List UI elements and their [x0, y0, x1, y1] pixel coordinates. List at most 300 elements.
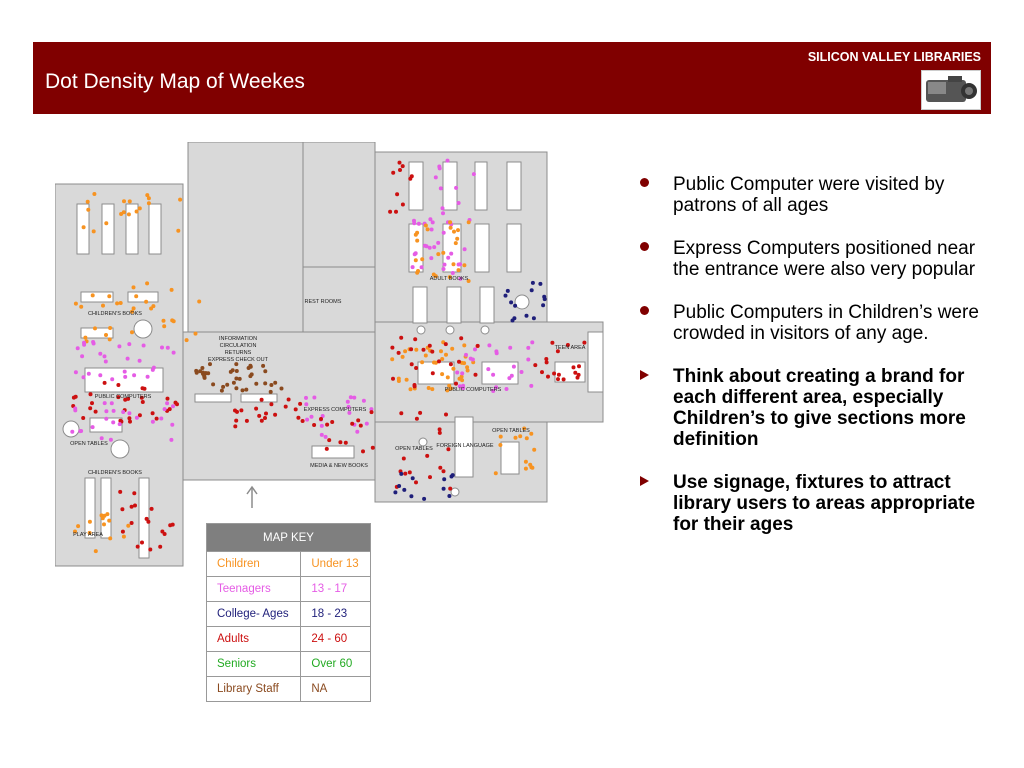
visitor-dot	[110, 401, 114, 405]
visitor-dot	[107, 294, 111, 298]
visitor-dot	[287, 398, 291, 402]
visitor-dot	[463, 247, 467, 251]
visitor-dot	[70, 430, 74, 434]
visitor-dot	[166, 346, 170, 350]
header-banner	[33, 42, 991, 114]
visitor-dot	[269, 383, 273, 387]
visitor-dot	[498, 443, 502, 447]
visitor-dot	[123, 370, 127, 374]
visitor-dot	[362, 399, 366, 403]
visitor-dot	[82, 343, 86, 347]
visitor-dot	[158, 545, 162, 549]
visitor-dot	[310, 415, 314, 419]
visitor-dot	[122, 199, 126, 203]
visitor-dot	[130, 521, 134, 525]
key-range: 18 - 23	[301, 602, 371, 627]
visitor-dot	[120, 507, 124, 511]
visitor-dot	[92, 229, 96, 233]
visitor-dot	[91, 293, 95, 297]
visitor-dot	[397, 379, 401, 383]
visitor-dot	[194, 332, 198, 336]
visitor-dot	[431, 371, 435, 375]
visitor-dot	[89, 392, 93, 396]
visitor-dot	[449, 226, 453, 230]
visitor-dot	[414, 480, 418, 484]
visitor-dot	[544, 357, 548, 361]
visitor-dot	[346, 400, 350, 404]
visitor-dot	[176, 229, 180, 233]
visitor-dot	[211, 382, 215, 386]
visitor-dot	[91, 340, 95, 344]
visitor-dot	[319, 417, 323, 421]
visitor-dot	[365, 422, 369, 426]
visitor-dot	[532, 316, 536, 320]
visitor-dot	[540, 370, 544, 374]
visitor-dot	[576, 376, 580, 380]
bullet-text: Use signage, fixtures to attract library users to areas appropriate for their ages	[673, 472, 976, 535]
visitor-dot	[112, 409, 116, 413]
visitor-dot	[401, 203, 405, 207]
visitor-dot	[526, 346, 530, 350]
visitor-dot	[76, 346, 80, 350]
visitor-dot	[390, 346, 394, 350]
visitor-dot	[72, 396, 76, 400]
visitor-dot	[513, 304, 517, 308]
visitor-dot	[356, 418, 360, 422]
visitor-dot	[449, 252, 453, 256]
visitor-dot	[264, 412, 268, 416]
visitor-dot	[430, 228, 434, 232]
bullet-text: Public Computer were visited by patrons of all ages	[673, 174, 945, 216]
visitor-dot	[409, 387, 413, 391]
visitor-dot	[117, 344, 121, 348]
visitor-dot	[145, 517, 149, 521]
visitor-dot	[409, 494, 413, 498]
visitor-dot	[86, 200, 90, 204]
visitor-dot	[428, 217, 432, 221]
label-teen-area: TEEN AREA	[554, 345, 586, 351]
visitor-dot	[82, 375, 86, 379]
label-info-1: INFORMATION	[218, 336, 258, 342]
visitor-dot	[491, 373, 495, 377]
visitor-dot	[81, 416, 85, 420]
visitor-dot	[447, 494, 451, 498]
visitor-dot	[436, 241, 440, 245]
visitor-dot	[330, 420, 334, 424]
visitor-dot	[408, 470, 412, 474]
visitor-dot	[371, 446, 375, 450]
map-key-row	[207, 677, 371, 702]
visitor-dot	[152, 366, 156, 370]
label-childrens-books-bottom: CHILDREN'S BOOKS	[88, 470, 142, 476]
visitor-dot	[135, 416, 139, 420]
visitor-dot	[474, 373, 478, 377]
visitor-dot	[417, 222, 421, 226]
visitor-dot	[459, 336, 463, 340]
visitor-dot	[430, 387, 434, 391]
visitor-dot	[140, 541, 144, 545]
visitor-dot	[234, 386, 238, 390]
visitor-dot	[121, 410, 125, 414]
visitor-dot	[126, 357, 130, 361]
visitor-dot	[185, 338, 189, 342]
visitor-dot	[391, 171, 395, 175]
visitor-dot	[312, 423, 316, 427]
visitor-dot	[241, 388, 245, 392]
visitor-dot	[538, 282, 542, 286]
label-public-computers-left: PUBLIC COMPUTERS	[94, 394, 152, 400]
visitor-dot	[87, 372, 91, 376]
visitor-dot	[301, 419, 305, 423]
visitor-dot	[462, 343, 466, 347]
visitor-dot	[225, 383, 229, 387]
visitor-dot	[325, 447, 329, 451]
visitor-dot	[269, 402, 273, 406]
visitor-dot	[296, 416, 300, 420]
visitor-dot	[398, 168, 402, 172]
visitor-dot	[261, 364, 265, 368]
visitor-dot	[138, 206, 142, 210]
visitor-dot	[263, 416, 267, 420]
visitor-dot	[229, 370, 233, 374]
bullet-item	[640, 366, 990, 450]
visitor-dot	[399, 472, 403, 476]
visitor-dot	[82, 225, 86, 229]
label-adult-books: ADULT BOOKS	[429, 276, 469, 282]
visitor-dot	[415, 231, 419, 235]
visitor-dot	[132, 285, 136, 289]
key-group: Library Staff	[207, 677, 301, 702]
visitor-dot	[108, 337, 112, 341]
visitor-dot	[247, 366, 251, 370]
visitor-dot	[123, 375, 127, 379]
visitor-dot	[518, 434, 522, 438]
brand-name: SILICON VALLEY LIBRARIES	[807, 50, 981, 64]
key-group: College- Ages	[207, 602, 301, 627]
visitor-dot	[239, 408, 243, 412]
visitor-dot	[320, 424, 324, 428]
map-key-row	[207, 627, 371, 652]
visitor-dot	[465, 365, 469, 369]
visitor-dot	[428, 246, 432, 250]
visitor-dot	[525, 436, 529, 440]
key-range: Under 13	[301, 552, 371, 577]
entrance-arrow-icon	[247, 487, 257, 508]
visitor-dot	[402, 488, 406, 492]
visitor-dot	[76, 524, 80, 528]
visitor-dot	[104, 417, 108, 421]
visitor-dot	[148, 548, 152, 552]
visitor-dot	[104, 333, 108, 337]
label-open-tables-mid: OPEN TABLES	[395, 446, 433, 452]
visitor-dot	[415, 417, 419, 421]
visitor-dot	[390, 357, 394, 361]
visitor-dot	[399, 411, 403, 415]
visitor-dot	[134, 294, 138, 298]
visitor-dot	[572, 365, 576, 369]
visitor-dot	[102, 522, 106, 526]
visitor-dot	[130, 330, 134, 334]
visitor-dot	[438, 427, 442, 431]
visitor-dot	[420, 265, 424, 269]
visitor-dot	[454, 382, 458, 386]
visitor-dot	[441, 251, 445, 255]
visitor-dot	[133, 504, 137, 508]
key-range: Over 60	[301, 652, 371, 677]
visitor-dot	[269, 390, 273, 394]
visitor-dot	[355, 430, 359, 434]
visitor-dot	[449, 362, 453, 366]
visitor-dot	[254, 407, 258, 411]
visitor-dot	[411, 265, 415, 269]
visitor-dot	[448, 220, 452, 224]
bullet-item	[640, 302, 990, 344]
visitor-dot	[165, 401, 169, 405]
visitor-dot	[413, 337, 417, 341]
key-group: Children	[207, 552, 301, 577]
visitor-dot	[118, 490, 122, 494]
visitor-dot	[248, 374, 252, 378]
visitor-dot	[416, 269, 420, 273]
key-range: 24 - 60	[301, 627, 371, 652]
visitor-dot	[469, 357, 473, 361]
visitor-dot	[432, 245, 436, 249]
key-range: NA	[301, 677, 371, 702]
visitor-dot	[520, 370, 524, 374]
visitor-dot	[422, 348, 426, 352]
visitor-dot	[410, 362, 414, 366]
visitor-dot	[451, 367, 455, 371]
visitor-dot	[145, 281, 149, 285]
visitor-dot	[244, 388, 248, 392]
visitor-dot	[86, 208, 90, 212]
label-rest-rooms: REST ROOMS	[304, 299, 342, 305]
bullet-list	[640, 174, 990, 557]
visitor-dot	[430, 350, 434, 354]
visitor-dot	[234, 377, 238, 381]
visitor-dot	[504, 294, 508, 298]
visitor-dot	[397, 351, 401, 355]
visitor-dot	[457, 268, 461, 272]
visitor-dot	[439, 186, 443, 190]
visitor-dot	[257, 414, 261, 418]
visitor-dot	[556, 377, 560, 381]
visitor-dot	[127, 342, 131, 346]
visitor-dot	[298, 402, 302, 406]
visitor-dot	[424, 224, 428, 228]
visitor-dot	[545, 360, 549, 364]
visitor-dot	[116, 383, 120, 387]
visitor-dot	[487, 343, 491, 347]
key-group: Teenagers	[207, 577, 301, 602]
visitor-dot	[397, 484, 401, 488]
slide-title: Dot Density Map of Weekes	[45, 70, 305, 93]
visitor-dot	[344, 441, 348, 445]
visitor-dot	[163, 407, 167, 411]
visitor-dot	[405, 378, 409, 382]
visitor-dot	[359, 424, 363, 428]
visitor-dot	[401, 355, 405, 359]
visitor-dot	[446, 256, 450, 260]
visitor-dot	[428, 344, 432, 348]
visitor-dot	[423, 244, 427, 248]
visitor-dot	[101, 304, 105, 308]
label-open-tables-right: OPEN TABLES	[492, 428, 530, 434]
visitor-dot	[143, 387, 147, 391]
visitor-dot	[422, 497, 426, 501]
visitor-dot	[427, 386, 431, 390]
visitor-dot	[508, 346, 512, 350]
visitor-dot	[103, 401, 107, 405]
visitor-dot	[414, 366, 418, 370]
visitor-dot	[294, 407, 298, 411]
visitor-dot	[263, 381, 267, 385]
visitor-dot	[398, 161, 402, 165]
visitor-dot	[163, 532, 167, 536]
visitor-dot	[92, 192, 96, 196]
visitor-dot	[135, 210, 139, 214]
visitor-dot	[109, 438, 113, 442]
visitor-dot	[514, 436, 518, 440]
visitor-dot	[414, 348, 418, 352]
visitor-dot	[118, 422, 122, 426]
visitor-dot	[464, 353, 468, 357]
visitor-dot	[88, 520, 92, 524]
label-public-computers-right: PUBLIC COMPUTERS	[444, 387, 502, 393]
circle-bullet-icon	[640, 178, 649, 187]
visitor-dot	[93, 326, 97, 330]
visitor-dot	[159, 417, 163, 421]
visitor-dot	[160, 346, 164, 350]
visitor-dot	[88, 406, 92, 410]
visitor-dot	[557, 373, 561, 377]
visitor-dot	[444, 413, 448, 417]
visitor-dot	[429, 256, 433, 260]
label-childrens-books-top: CHILDREN'S BOOKS	[88, 311, 142, 317]
bullet-item	[640, 174, 990, 216]
visitor-dot	[128, 420, 132, 424]
visitor-dot	[171, 404, 175, 408]
visitor-dot	[473, 347, 477, 351]
bullet-text: Public Computers in Children’s were crowded in visitors of any age.	[673, 302, 979, 344]
bullet-item	[640, 472, 990, 535]
visitor-dot	[174, 401, 178, 405]
visitor-dot	[530, 340, 534, 344]
visitor-dot	[411, 476, 415, 480]
visitor-dot	[562, 377, 566, 381]
visitor-dot	[388, 210, 392, 214]
visitor-dot	[408, 177, 412, 181]
visitor-dot	[442, 267, 446, 271]
visitor-dot	[350, 422, 354, 426]
key-group: Adults	[207, 627, 301, 652]
visitor-dot	[476, 344, 480, 348]
visitor-dot	[325, 423, 329, 427]
visitor-dot	[104, 409, 108, 413]
visitor-dot	[172, 351, 176, 355]
visitor-dot	[98, 352, 102, 356]
visitor-dot	[509, 300, 513, 304]
visitor-dot	[361, 449, 365, 453]
visitor-dot	[402, 457, 406, 461]
visitor-dot	[457, 201, 461, 205]
label-media-new-books: MEDIA & NEW BOOKS	[310, 463, 368, 469]
visitor-dot	[324, 435, 328, 439]
visitor-dot	[260, 398, 264, 402]
visitor-dot	[420, 360, 424, 364]
visitor-dot	[391, 377, 395, 381]
visitor-dot	[107, 519, 111, 523]
visitor-dot	[524, 460, 528, 464]
visitor-dot	[349, 395, 353, 399]
visitor-dot	[103, 354, 107, 358]
visitor-dot	[472, 172, 476, 176]
visitor-dot	[438, 431, 442, 435]
visitor-dot	[151, 420, 155, 424]
visitor-dot	[412, 219, 416, 223]
visitor-dot	[524, 467, 528, 471]
visitor-dot	[442, 487, 446, 491]
visitor-dot	[233, 424, 237, 428]
visitor-dot	[531, 281, 535, 285]
label-play-area: PLAY AREA	[73, 532, 103, 538]
visitor-dot	[541, 303, 545, 307]
visitor-dot	[284, 405, 288, 409]
visitor-dot	[455, 371, 459, 375]
visitor-dot	[119, 212, 123, 216]
bullet-text: Think about creating a brand for each different area, especially Children’s to give sections more definition	[673, 366, 966, 450]
visitor-dot	[320, 433, 324, 437]
visitor-dot	[394, 210, 398, 214]
visitor-dot	[437, 359, 441, 363]
arrow-bullet-icon	[640, 476, 649, 486]
visitor-dot	[552, 372, 556, 376]
visitor-dot	[144, 300, 148, 304]
visitor-dot	[197, 300, 201, 304]
visitor-dot	[403, 349, 407, 353]
visitor-dot	[170, 423, 174, 427]
visitor-dot	[454, 241, 458, 245]
visitor-dot	[74, 370, 78, 374]
visitor-dot	[147, 196, 151, 200]
visitor-dot	[150, 507, 154, 511]
visitor-dot	[90, 401, 94, 405]
visitor-dot	[132, 306, 136, 310]
visitor-dot	[395, 192, 399, 196]
visitor-dot	[141, 400, 145, 404]
visitor-dot	[108, 536, 112, 540]
visitor-dot	[127, 416, 131, 420]
visitor-dot	[110, 377, 114, 381]
bullet-text: Express Computers positioned near the entrance were also very popular	[673, 238, 976, 280]
visitor-dot	[304, 396, 308, 400]
visitor-dot	[512, 316, 516, 320]
visitor-dot	[221, 385, 225, 389]
visitor-dot	[451, 473, 455, 477]
visitor-dot	[234, 419, 238, 423]
visitor-dot	[245, 419, 249, 423]
visitor-dot	[235, 410, 239, 414]
map-key-table	[206, 523, 371, 702]
visitor-dot	[202, 375, 206, 379]
visitor-dot	[80, 354, 84, 358]
visitor-dot	[127, 212, 131, 216]
visitor-dot	[220, 389, 224, 393]
visitor-dot	[178, 198, 182, 202]
visitor-dot	[401, 164, 405, 168]
visitor-dot	[399, 336, 403, 340]
visitor-dot	[444, 353, 448, 357]
